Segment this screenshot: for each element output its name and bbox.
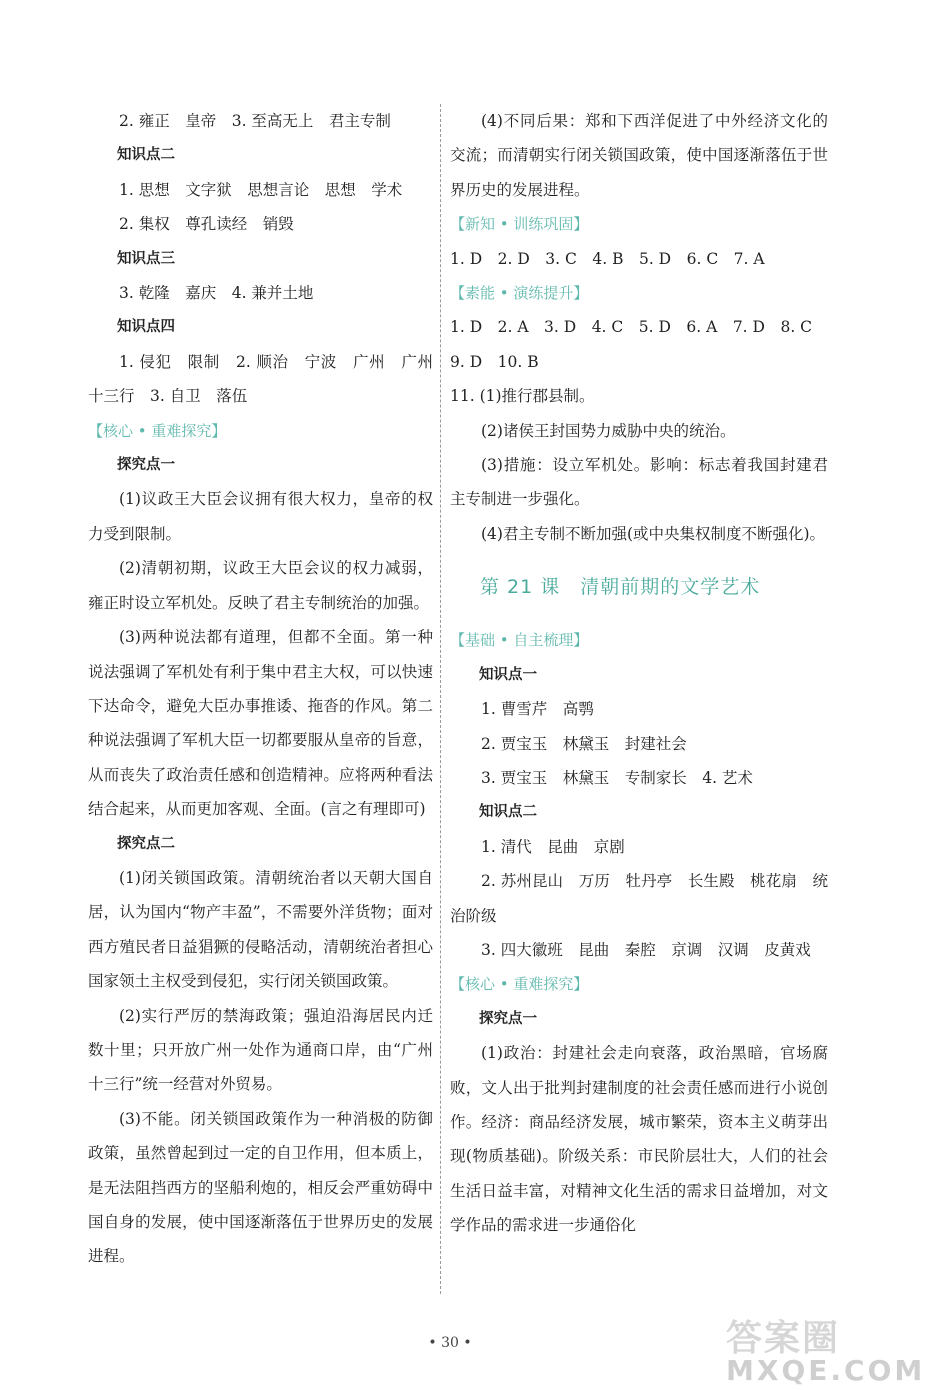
right-column bbox=[450, 104, 828, 1243]
paragraph: 1. 侵犯 限制 2. 顺治 宁波 广州 广州十三行 3. 自卫 落伍 bbox=[88, 352, 433, 406]
paragraph: 3. 四大徽班 昆曲 秦腔 京调 汉调 皮黄戏 bbox=[481, 940, 811, 959]
paragraph: 1. 清代 昆曲 京剧 bbox=[481, 837, 625, 856]
paragraph: 3. 乾隆 嘉庆 4. 兼并土地 bbox=[119, 284, 314, 303]
paragraph: 1. 曹雪芹 高鹗 bbox=[481, 700, 594, 719]
section-tag: 【新知 • 训练巩固】 bbox=[450, 215, 589, 234]
page-number: • 30 • bbox=[428, 1335, 472, 1351]
section-heading: 知识点三 bbox=[117, 250, 175, 267]
section-heading: 探究点二 bbox=[117, 835, 175, 852]
section-tag: 【素能 • 演练提升】 bbox=[450, 284, 589, 303]
section-tag: 【核心 • 重难探究】 bbox=[450, 975, 589, 994]
paragraph: (4)不同后果：郑和下西洋促进了中外经济文化的交流；而清朝实行闭关锁国政策，使中国逐渐落伍于世界历史的发展进程。 bbox=[450, 112, 828, 199]
paragraph: (1)议政王大臣会议拥有很大权力，皇帝的权力受到限制。 bbox=[88, 490, 433, 543]
section-heading: 知识点四 bbox=[117, 319, 175, 336]
section-tag: 【基础 • 自主梳理】 bbox=[450, 631, 589, 650]
watermark-text-bottom: MXQE.COM bbox=[726, 1354, 925, 1387]
paragraph: (2)实行严厉的禁海政策；强迫沿海居民内迁数十里；只开放广州一处作为通商口岸，由“广州十三行”统一经营对外贸易。 bbox=[88, 1006, 433, 1094]
section-heading: 知识点一 bbox=[479, 666, 537, 683]
paragraph: 1. 思想 文字狱 思想言论 思想 学术 bbox=[119, 180, 403, 199]
watermark-logo bbox=[718, 1310, 925, 1388]
section-heading: 知识点二 bbox=[479, 804, 537, 821]
paragraph: (1)政治：封建社会走向衰落，政治黑暗，官场腐败，文人出于批判封建制度的社会责任感而进行小说创作。经济：商品经济发展，城市繁荣，资本主义萌芽出现(物质基础)。阶级关系：市民阶层壮大，人们的社会生活日益丰富，对精神文化生活的需求日益增加，对文学作品的需求进一步通俗化 bbox=[450, 1044, 828, 1235]
section-tag: 【核心 • 重难探究】 bbox=[88, 421, 227, 440]
paragraph: (3)两种说法都有道理，但都不全面。第一种说法强调了军机处有利于集中君主大权，可以快速下达命令，避免大臣办事推诿、拖沓的作风。第二种说法强调了军机大臣一切都要服从皇帝的旨意，从而丧失了政治责任感和创造精神。应将两种看法结合起来，从而更加客观、全面。(言之有理即可) bbox=[88, 628, 433, 819]
paragraph: 1. D 2. D 3. C 4. B 5. D 6. C 7. A bbox=[450, 249, 765, 268]
paragraph: 11. (1)推行郡县制。 bbox=[450, 387, 595, 406]
paragraph: (4)君主专制不断加强(或中央集权制度不断强化)。 bbox=[481, 524, 826, 543]
paragraph: 2. 贾宝玉 林黛玉 封建社会 bbox=[481, 734, 687, 753]
paragraph: (2)清朝初期，议政王大臣会议的权力减弱，雍正时设立军机处。反映了君主专制统治的加强。 bbox=[88, 559, 433, 612]
paragraph: 1. D 2. A 3. D 4. C 5. D 6. A 7. D 8. C bbox=[450, 318, 813, 337]
paragraph: (3)不能。闭关锁国政策作为一种消极的防御政策，虽然曾起到过一定的自卫作用，但本质上，是无法阻挡西方的坚船利炮的，相反会严重妨碍中国自身的发展，使中国逐渐落伍于世界历史的发展进程。 bbox=[88, 1109, 433, 1266]
section-heading: 知识点二 bbox=[117, 147, 175, 164]
paragraph: 2. 苏州昆山 万历 牡丹亭 长生殿 桃花扇 统治阶级 bbox=[450, 872, 828, 925]
column-divider bbox=[440, 104, 441, 1294]
paragraph: 2. 集权 尊孔读经 销毁 bbox=[119, 215, 294, 234]
paragraph: 3. 贾宝玉 林黛玉 专制家长 4. 艺术 bbox=[481, 768, 753, 787]
paragraph: 2. 雍正 皇帝 3. 至高无上 君主专制 bbox=[119, 112, 391, 130]
section-heading: 探究点一 bbox=[117, 457, 175, 474]
paragraph: 9. D 10. B bbox=[450, 352, 539, 371]
watermark-text-top: 答案圈 bbox=[726, 1318, 841, 1359]
section-heading: 探究点一 bbox=[479, 1010, 537, 1027]
paragraph: (1)闭关锁国政策。清朝统治者以天朝大国自居，认为国内“物产丰盈”，不需要外洋货物；面对西方殖民者日益猖獗的侵略活动，清朝统治者担心国家领土主权受到侵犯，实行闭关锁国政策。 bbox=[88, 868, 433, 991]
paragraph: (2)诸侯王封国势力威胁中央的统治。 bbox=[481, 421, 736, 440]
paragraph: (3)措施：设立军机处。影响：标志着我国封建君主专制进一步强化。 bbox=[450, 456, 828, 509]
left-column bbox=[88, 104, 433, 1274]
lesson-title: 第 21 课 清朝前期的文学艺术 bbox=[480, 576, 761, 599]
